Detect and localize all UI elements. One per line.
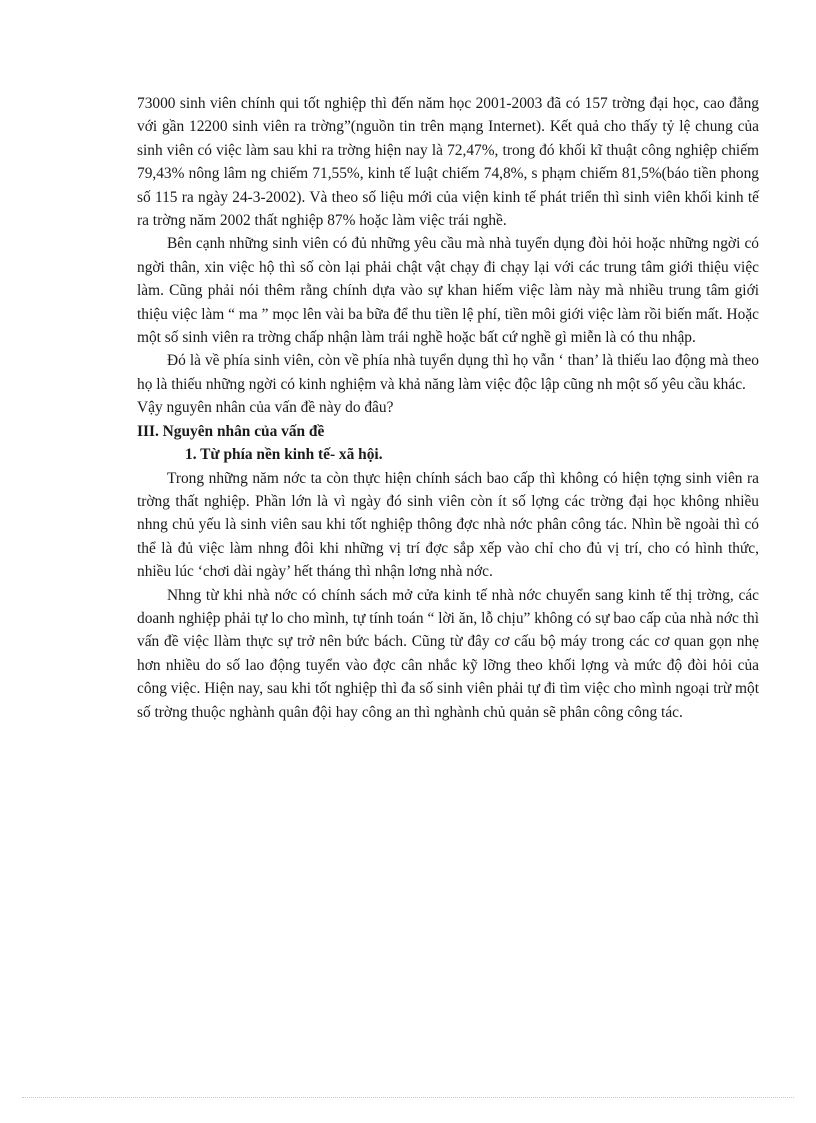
document-page	[137, 92, 759, 724]
paragraph-market-economy: Nhng từ khi nhà nớc có chính sách mở cửa kinh tế nhà nớc chuyển sang kinh tế thị trờng, các doanh nghiệp phải tự lo cho mình, tự tính toán “ lời ăn, lỗ chịu” không có sự bao cấp của nhà nớc thì vấn đề việc llàm thực sự trở nên bức bách. Cũng từ đây cơ cấu bộ máy trong các cơ quan gọn nhẹ hơn nhiều do số lao động tuyển vào đợc cân nhắc kỹ lỡng theo khối lợng và mức độ đòi hỏi của công việc. Hiện nay, sau khi tốt nghiệp thì đa số sinh viên phải tự đi tìm việc cho mình ngoại trừ một số trờng thuộc nghành quân đội hay công an thì nghành chủ quản sẽ phân công công tác.	[137, 586, 759, 721]
paragraph-subsidy-era: Trong những năm nớc ta còn thực hiện chính sách bao cấp thì không có hiện tợng sinh viên ra trờng thất nghiệp. Phần lớn là vì ngày đó sinh viên còn ít số lợng các trờng đại học không nhiều nhng chủ yếu là sinh viên sau khi tốt nghiệp thông đợc nhà nớc phân công tác. Nhìn bề ngoài thì có thể là đủ việc làm nhng đôi khi những vị trí đợc sắp xếp vào chỉ cho đủ vị trí, cho có hình thức, nhiều lúc ‘chơi dài ngày’ hết tháng thì nhận lơng nhà nớc.	[137, 469, 759, 581]
subsection-heading: 1. Từ phía nền kinh tế- xã hội.	[185, 446, 383, 464]
paragraph-employers: Đó là về phía sinh viên, còn về phía nhà tuyển dụng thì họ vẫn ‘ than’ là thiếu lao động mà theo họ là thiếu những ngời có kinh nghiệm và khả năng làm việc độc lập cũng nh một số yêu cầu khác.	[137, 352, 759, 393]
paragraph-statistics: 73000 sinh viên chính qui tốt nghiệp thì đến năm học 2001-2003 đã có 157 trờng đại học, cao đẳng với gần 12200 sinh viên ra trờng”(nguồn tin trên mạng Internet). Kết quả cho thấy tỷ lệ chung của sinh viên có việc làm sau khi ra trờng hiện nay là 72,47%, trong đó khối kĩ thuật công nghiệp chiếm 79,43% nông lâm ng chiếm 71,55%, kinh tế luật chiếm 74,8%, s phạm chiếm 81,5%(báo tiền phong số 115 ra ngày 24-3-2002). Và theo số liệu mới của viện kinh tế phát triển thì sinh viên khối kinh tế ra trờng năm 2002 thất nghiệp 87% hoặc làm việc trái nghề.	[137, 95, 759, 230]
question-line: Vậy nguyên nhân của vấn đề này do đâu?	[137, 399, 394, 417]
page-bottom-divider	[22, 1097, 794, 1098]
paragraph-job-centers: Bên cạnh những sinh viên có đủ những yêu cầu mà nhà tuyển dụng đòi hỏi hoặc những ngời có ngời thân, xin việc hộ thì số còn lại phải chật vật chạy đi chạy lại với các trung tâm giới thiệu việc làm. Cũng phải nói thêm rằng chính dựa vào sự khan hiếm việc làm này mà nhiều trung tâm giới thiệu việc làm “ ma ” mọc lên vài ba bữa để thu tiền lệ phí, tiền môi giới việc làm rồi biến mất. Hoặc một số sinh viên ra trờng chấp nhận làm trái nghề hoặc bất cứ nghề gì miễn là có thu nhập.	[137, 235, 759, 347]
section-heading: III. Nguyên nhân của vấn đề	[137, 422, 325, 440]
